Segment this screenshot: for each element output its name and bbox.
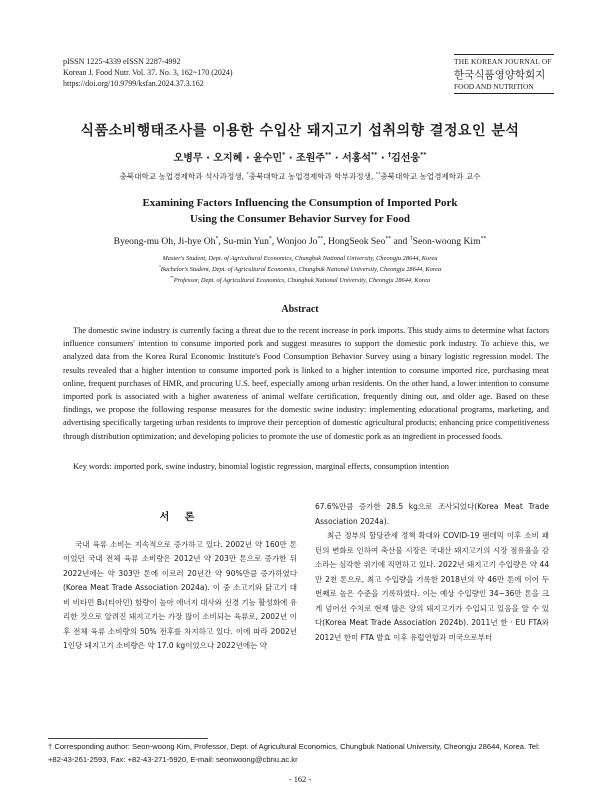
author-ko: 서홍석 [342,153,372,164]
body-paragraph: 최근 정부의 할당관세 정책 확대와 COVID-19 팬데믹 이후 소비 패턴의 변화로 인하여 축산물 시장은 국내산 돼지고기의 시장 점유율을 감소라는 심각한 위기에 직면하고 있다. 2022년 돼지고기 수입량은 약 44만 2천 톤으로, 최고 수입량을 기록한 2018년의 약 46만 톤에 이어 두 번째로 높은 수준을 기록하였다. 이는 예상 수입량인 34~36만 톤을 크게 넘어선 수치로 현재 많은 양의 돼지고기가 수입되고 있음을 알 수 있다(Korea Meat Trade Association 2024b). 2011년 한 · EU FTA와 2012년 한미 FTA 발효 이후 유럽연합과 미국으로부터 [315,531,549,642]
corresponding-author-footnote: † Corresponding author: Seon-woong Kim, Professor, Dept. of Agricultural Economics, Chungbuk National University, Cheongju 28644, Korea. Tel: +82-43-261-2593, Fax: +82-43-271-5920, E-mail: seonwoong@cbnu.ac.kr [48,742,540,764]
journal-name-en-bottom: FOOD AND NUTRITION [454,82,534,91]
paper-title-korean: 식품소비행태조사를 이용한 수입산 돼지고기 섭취의향 결정요인 분석 [80,123,520,139]
journal-rule-top [454,54,554,55]
affiliation-english [0,253,600,286]
author-ko: 오지혜 [213,153,243,164]
author-list-korean: 오병무 · 오지혜 · 윤수민* · 조원주** · 서홍석** · †김선웅** [173,151,427,164]
affiliation-korean: 충북대학교 농업경제학과 석사과정생, *충북대학교 농업경제학과 학부과정생, **충북대학교 농업경제학과 교수 [119,172,481,181]
page-number: - 162 - [288,775,312,784]
journal-logo [454,54,554,94]
author-mark: ** [325,151,332,159]
abstract-heading: Abstract [281,304,319,315]
author-ko: 오병무 [173,153,203,164]
author-mark: ** [371,151,378,159]
citation-line: Korean J. Food Nutr. Vol. 37. No. 3, 162~170 (2024) [63,68,233,77]
publication-info [63,56,233,89]
issn-line: pISSN 1225-4339 eISSN 2287-4992 [63,57,181,66]
body-paragraph: 67.6%만큼 증가한 28.5 kg으로 조사되었다(Korea Meat Trade Association 2024a). [315,502,549,526]
journal-rule-bottom [454,93,554,94]
abstract-text: The domestic swine industry is currently facing a threat due to the recent increase in pork imports. This study aims to determine what factors influence consumers' intention to consume imported pork and suggest measures to support the domestic pork industry. To achieve this, we analyzed data from the Korea Rural Economic Institute's Food Consumption Behavior Survey using a binary logistic regression model. The results revealed that a higher intention to consume imported pork is linked to a higher intention to consume imported rice, purchasing meat online, frequent purchases of HMR, and procuring U.S. beef, especially among urban residents. On the other hand, a lower intention to consume imported pork is associated with a higher awareness of animal welfare certification, frequently dining out, and older age. Based on these findings, we propose the following response measures for the domestic swine industry: implementing educational programs, marketing, and advertising specifically targeting urban residents to improve their perception of domestic agricultural products; enhancing price competitiveness through distribution optimization; and developing policies to promote the use of domestic pork as an ingredient in processed foods. [63,326,549,441]
author-ko: 윤수민 [253,153,283,164]
body-paragraph: 국내 육류 소비는 지속적으로 증가하고 있다. 2002년 약 160만 톤이었던 국내 전체 육류 소비량은 2012년 약 203만 톤으로 증가한 뒤 2022년에는 약 303만 톤에 이르러 20년간 약 90%만큼 증가하였다(Korea Meat Trade Association 2024a). 이 중 소고기와 닭고기 대비 비타민 B₁(티아민) 함량이 높아 에너지 대사와 신경 기능 활성화에 유리한 것으로 알려진 돼지고기는 가장 많이 소비되는 육류로, 2002년 이후 전체 육류 소비량의 50% 전후를 차지하고 있다. 이에 따라 2002년 1인당 돼지고기 소비량은 약 17.0 kg이었으나 2022년에는 약 [63,539,297,650]
author-mark: ** [420,151,427,159]
keywords: Key words: imported pork, swine industry, binomial logistic regression, marginal effects, consumption intention [73,462,449,471]
author-ko: 조원주 [296,153,326,164]
paper-title-english [0,195,600,227]
affiliation-line: **Professor, Dept. of Agricultural Economics, Chungbuk National University, Cheongju 28644, Korea [169,275,431,284]
corresponding-mark: † [388,151,392,159]
body-column-left [63,497,297,654]
title-en-line-1: Examining Factors Influencing the Consumption of Imported Pork [142,197,458,209]
footnote-divider [48,738,208,739]
affiliation-line: *Bachelor's Student, Dept. of Agricultural Economics, Chungbuk National University, Cheongju 28644, Korea [158,264,442,273]
section-heading-introduction: 서 론 [159,512,201,523]
doi-link[interactable]: https://doi.org/10.9799/ksfan.2024.37.3.162 [63,79,204,88]
journal-name-ko: 한국식품영양학회지 [454,69,546,81]
journal-name-en-top: THE KOREAN JOURNAL OF [454,57,552,66]
body-column-right [315,500,549,645]
author-list-english: Byeong-mu Oh, Ji-hye Oh*, Su-min Yun*, Wonjoo Jo**, HongSeok Seo** and †Seon-woong Kim** [113,235,487,247]
affiliation-line: Master's Student, Dept. of Agricultural Economics, Chungbuk National University, Cheongju 28644, Korea [162,255,438,262]
author-mark: * [282,151,286,159]
author-ko: 김선웅 [391,153,421,164]
title-en-line-2: Using the Consumer Behavior Survey for Food [189,213,410,225]
